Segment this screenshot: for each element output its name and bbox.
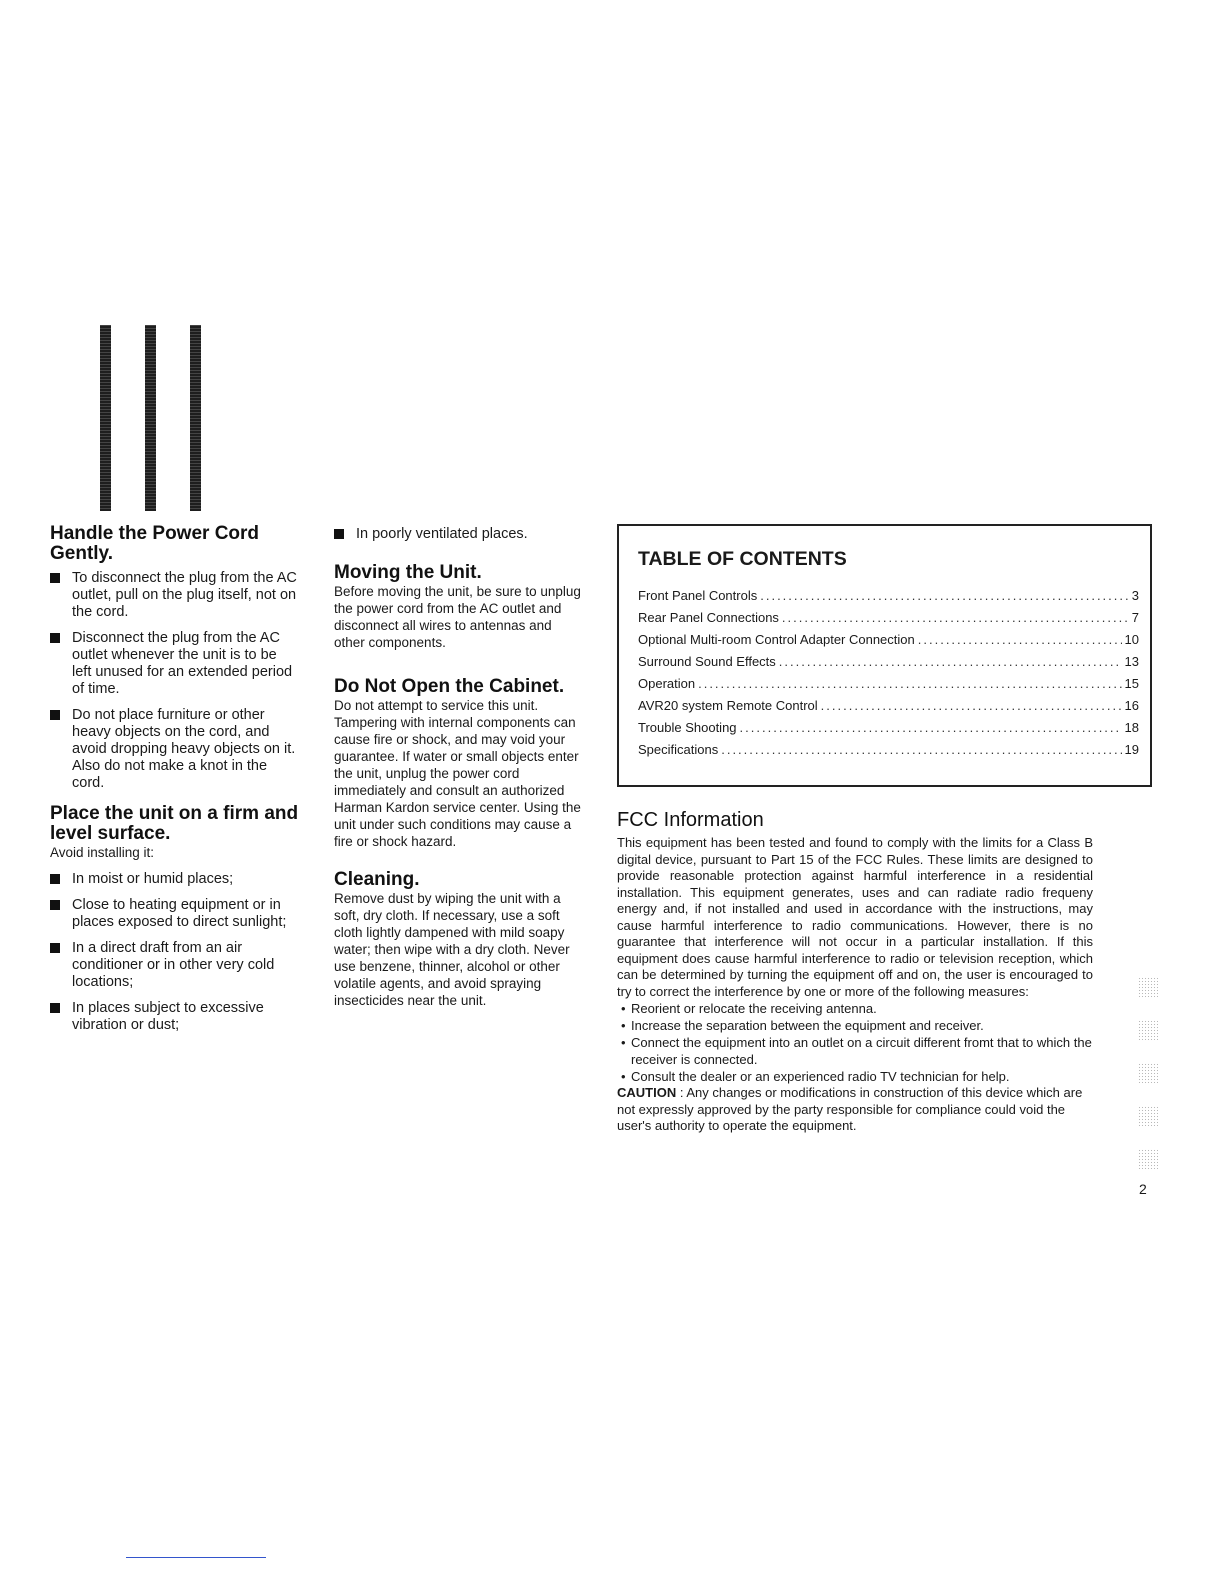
tab-bar — [100, 325, 111, 511]
toc-entry: Rear Panel Connections ..... 7 — [638, 607, 1139, 629]
caution-notice — [617, 1085, 1093, 1135]
section-tab-marker — [100, 325, 202, 511]
scan-mark — [1138, 1063, 1158, 1083]
list-item: To disconnect the plug from the AC outlet, pull on the plug itself, not on the cord. — [50, 570, 300, 621]
tab-bar — [190, 325, 201, 511]
list-item: In poorly ventilated places. — [334, 526, 584, 543]
scan-mark — [1138, 1020, 1158, 1040]
section-text: Do not attempt to service this unit. Tampering with internal components can cause fire or shock, and may void your guarantee. If water or small objects enter the unit, unplug the power cord immediately and consult an authorized Harman Kardon service center. Using the unit under such conditions may cause a fire or shock hazard. — [334, 698, 581, 849]
toc-entry: Specifications ..... 19 — [638, 739, 1139, 761]
column-right — [617, 524, 1152, 1135]
caution-text: : Any changes or modifications in construction of this device which are not expressly approved by the party responsible for compliance could void the user's authority to operate the equipment. — [617, 1085, 1083, 1133]
section-intro: Avoid installing it: — [50, 845, 155, 860]
section-text: Before moving the unit, be sure to unplug the power cord from the AC outlet and disconnect all wires to antennas and other components. — [334, 584, 581, 650]
caution-label: CAUTION — [617, 1085, 677, 1100]
toc-entry: Operation ..... 15 — [638, 673, 1139, 695]
square-bullet-icon — [50, 573, 60, 583]
list-item: Disconnect the plug from the AC outlet whenever the unit is to be left unused for an extended period of time. — [50, 630, 300, 698]
list-item: • Consult the dealer or an experienced radio TV technician for help. — [617, 1068, 1093, 1085]
list-item: In places subject to excessive vibration or dust; — [50, 1000, 300, 1034]
toc-title: TABLE OF CONTENTS — [638, 548, 847, 570]
list-item: Close to heating equipment or in places exposed to direct sunlight; — [50, 897, 300, 931]
section-heading: Place the unit on a firm and level surface. — [50, 803, 299, 844]
square-bullet-icon — [334, 529, 344, 539]
list-item: • Connect the equipment into an outlet on a circuit different fromt that to which the receiver is connected. — [617, 1034, 1093, 1068]
page-number: 2 — [1139, 1181, 1147, 1197]
scan-mark — [1138, 1149, 1158, 1169]
list-item: In a direct draft from an air conditioner or in other very cold locations; — [50, 940, 300, 991]
scan-marks — [1138, 977, 1160, 1192]
section-heading: Do Not Open the Cabinet. — [334, 676, 565, 697]
list-item: Do not place furniture or other heavy objects on the cord, and avoid dropping heavy objects on it. Also do not make a knot in the cord. — [50, 707, 300, 792]
toc-entry: Front Panel Controls ..... 3 — [638, 585, 1139, 607]
footer-rule — [126, 1557, 266, 1558]
toc-entry: Optional Multi-room Control Adapter Connection ..... 10 — [638, 629, 1139, 651]
section-heading: Moving the Unit. — [334, 562, 482, 583]
section-text: Remove dust by wiping the unit with a soft, dry cloth. If necessary, use a soft cloth lightly dampened with mild soapy water; then wipe with a dry cloth. Never use benzene, thinner, alcohol or other volatile agents, and avoid spraying insecticides near the unit. — [334, 891, 570, 1008]
list-item: In moist or humid places; — [50, 871, 300, 888]
bullet-list — [50, 871, 300, 1034]
section-heading: Cleaning. — [334, 869, 420, 890]
fcc-text: This equipment has been tested and found to comply with the limits for a Class B digital device, pursuant to Part 15 of the FCC Rules. These limits are designed to provide reasonable protection against harmful interference in a residential installation. This equipment generates, uses and can radiate radio frequeny energy and, if not installed and used in accordance with the instructions, may cause harmful interference to radio communications. However, there is no guarantee that interference will not occur in a particular installation. If this equipment does cause harmful interference to radio or television reception, which can be determined by turning the equipment off and on, the user is encouraged to try to correct the interference by one or more of the following measures: — [617, 835, 1093, 999]
square-bullet-icon — [50, 900, 60, 910]
list-item: • Reorient or relocate the receiving antenna. — [617, 1000, 1093, 1017]
square-bullet-icon — [50, 1003, 60, 1013]
table-of-contents — [617, 524, 1152, 787]
square-bullet-icon — [50, 633, 60, 643]
square-bullet-icon — [50, 943, 60, 953]
toc-entry: Trouble Shooting ..... 18 — [638, 717, 1139, 739]
section-heading: Handle the Power Cord Gently. — [50, 523, 260, 564]
list-item: • Increase the separation between the equipment and receiver. — [617, 1017, 1093, 1034]
square-bullet-icon — [50, 710, 60, 720]
toc-entry: Surround Sound Effects ..... 13 — [638, 651, 1139, 673]
scan-mark — [1138, 1106, 1158, 1126]
tab-bar — [145, 325, 156, 511]
scan-mark — [1138, 977, 1158, 997]
fcc-measures-list — [617, 1000, 1093, 1085]
toc-entry: AVR20 system Remote Control ..... 16 — [638, 695, 1139, 717]
column-middle — [334, 524, 584, 1009]
square-bullet-icon — [50, 874, 60, 884]
fcc-heading: FCC Information — [617, 809, 764, 831]
bullet-list — [50, 570, 300, 792]
bullet-list — [334, 526, 584, 543]
column-left — [50, 524, 300, 1043]
